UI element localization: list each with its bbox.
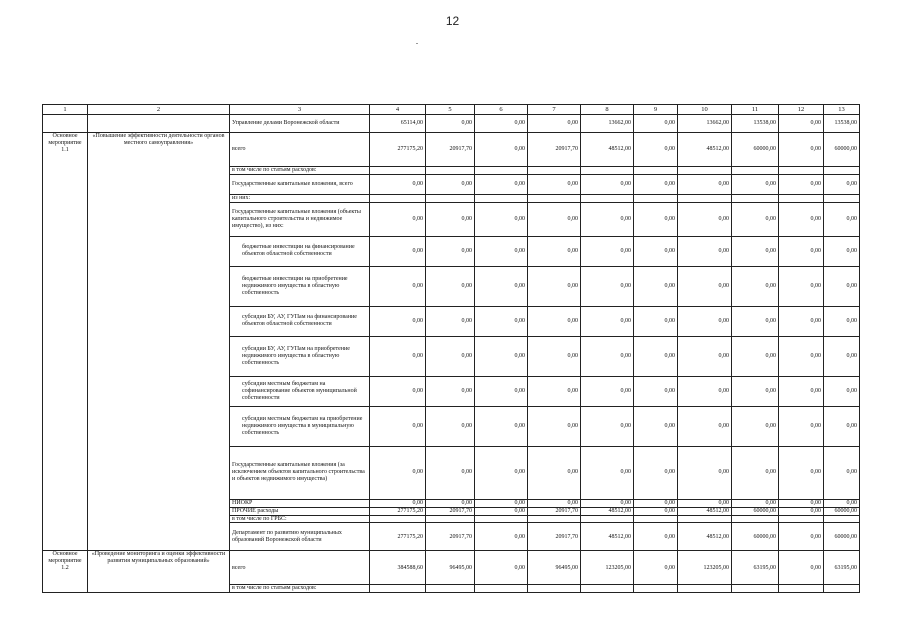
row-label: субсидии БУ, АУ, ГУПам на приобретение недвижимого имущества в областную собственность bbox=[230, 336, 370, 376]
column-number-cell: 8 bbox=[581, 105, 634, 115]
value-cell: 0,00 bbox=[581, 376, 634, 406]
column-number-cell: 13 bbox=[824, 105, 860, 115]
value-cell bbox=[426, 515, 475, 523]
value-cell: 277175,20 bbox=[370, 507, 426, 515]
value-cell: 20917,70 bbox=[528, 133, 581, 167]
value-cell: 0,00 bbox=[581, 236, 634, 266]
scan-speck bbox=[416, 43, 418, 44]
value-cell: 0,00 bbox=[732, 376, 779, 406]
value-cell: 0,00 bbox=[528, 336, 581, 376]
value-cell: 60000,00 bbox=[824, 523, 860, 551]
value-cell bbox=[678, 194, 732, 202]
value-cell: 0,00 bbox=[824, 266, 860, 306]
value-cell: 0,00 bbox=[634, 406, 678, 446]
value-cell: 0,00 bbox=[779, 336, 824, 376]
value-cell bbox=[824, 585, 860, 593]
value-cell: 0,00 bbox=[634, 174, 678, 194]
value-cell: 0,00 bbox=[370, 376, 426, 406]
measure-2-title: «Проведение мониторинга и оценки эффективности развития муниципальных образований» bbox=[88, 551, 230, 593]
value-cell: 60000,00 bbox=[732, 523, 779, 551]
table-row bbox=[43, 551, 860, 585]
value-cell: 0,00 bbox=[634, 499, 678, 507]
value-cell: 0,00 bbox=[475, 336, 528, 376]
value-cell: 0,00 bbox=[634, 446, 678, 499]
value-cell bbox=[528, 585, 581, 593]
table-row bbox=[43, 133, 860, 167]
measure-1-label: Основное мероприятие 1.1 bbox=[43, 133, 88, 551]
column-number-cell: 10 bbox=[678, 105, 732, 115]
value-cell: 0,00 bbox=[426, 376, 475, 406]
row-label: Государственные капитальные вложения (за исключением объектов капитального строительства и объектов недвижимого имущества) bbox=[230, 446, 370, 499]
value-cell bbox=[370, 167, 426, 175]
value-cell bbox=[426, 167, 475, 175]
value-cell bbox=[732, 167, 779, 175]
row-label: в том числе по статьям расходов: bbox=[230, 585, 370, 593]
value-cell: 0,00 bbox=[732, 174, 779, 194]
row-label: Управление делами Воронежской области bbox=[230, 115, 370, 133]
value-cell bbox=[779, 167, 824, 175]
row-label: субсидии БУ, АУ, ГУПам на финансирование объектов областной собственности bbox=[230, 306, 370, 336]
value-cell: 0,00 bbox=[528, 499, 581, 507]
value-cell: 0,00 bbox=[634, 133, 678, 167]
value-cell: 384588,60 bbox=[370, 551, 426, 585]
value-cell bbox=[426, 585, 475, 593]
value-cell: 0,00 bbox=[779, 266, 824, 306]
value-cell: 123205,00 bbox=[678, 551, 732, 585]
value-cell: 0,00 bbox=[528, 236, 581, 266]
value-cell bbox=[732, 194, 779, 202]
value-cell: 0,00 bbox=[732, 406, 779, 446]
value-cell: 13662,00 bbox=[581, 115, 634, 133]
value-cell: 0,00 bbox=[678, 202, 732, 236]
value-cell: 0,00 bbox=[581, 174, 634, 194]
value-cell: 0,00 bbox=[779, 446, 824, 499]
value-cell: 0,00 bbox=[370, 174, 426, 194]
value-cell: 0,00 bbox=[426, 336, 475, 376]
value-cell: 0,00 bbox=[426, 266, 475, 306]
value-cell bbox=[528, 194, 581, 202]
value-cell: 0,00 bbox=[581, 499, 634, 507]
row-label: всего bbox=[230, 551, 370, 585]
value-cell: 48512,00 bbox=[581, 507, 634, 515]
value-cell bbox=[824, 167, 860, 175]
value-cell: 0,00 bbox=[475, 446, 528, 499]
measure-1-title: «Повышение эффективности деятельности органов местного самоуправления» bbox=[88, 133, 230, 551]
value-cell: 0,00 bbox=[634, 266, 678, 306]
value-cell: 0,00 bbox=[370, 202, 426, 236]
value-cell: 0,00 bbox=[475, 115, 528, 133]
value-cell: 0,00 bbox=[581, 266, 634, 306]
value-cell: 0,00 bbox=[370, 306, 426, 336]
value-cell: 20917,70 bbox=[426, 507, 475, 515]
value-cell bbox=[634, 515, 678, 523]
value-cell: 0,00 bbox=[370, 499, 426, 507]
value-cell bbox=[370, 515, 426, 523]
value-cell: 0,00 bbox=[779, 551, 824, 585]
value-cell: 0,00 bbox=[475, 499, 528, 507]
row-label: Государственные капитальные вложения, всего bbox=[230, 174, 370, 194]
value-cell: 0,00 bbox=[475, 266, 528, 306]
value-cell: 0,00 bbox=[370, 336, 426, 376]
budget-table bbox=[42, 104, 860, 593]
value-cell: 0,00 bbox=[824, 336, 860, 376]
value-cell bbox=[581, 585, 634, 593]
row-label: субсидии местным бюджетам на приобретение недвижимого имущества в муниципальную собственность bbox=[230, 406, 370, 446]
value-cell: 0,00 bbox=[634, 306, 678, 336]
value-cell: 0,00 bbox=[528, 174, 581, 194]
value-cell: 0,00 bbox=[678, 306, 732, 336]
value-cell: 0,00 bbox=[475, 174, 528, 194]
value-cell bbox=[634, 585, 678, 593]
value-cell: 123205,00 bbox=[581, 551, 634, 585]
value-cell: 0,00 bbox=[732, 306, 779, 336]
value-cell: 20917,70 bbox=[426, 523, 475, 551]
value-cell: 0,00 bbox=[779, 406, 824, 446]
value-cell: 60000,00 bbox=[824, 507, 860, 515]
value-cell: 0,00 bbox=[475, 376, 528, 406]
column-number-cell: 12 bbox=[779, 105, 824, 115]
value-cell: 0,00 bbox=[678, 236, 732, 266]
value-cell: 0,00 bbox=[528, 266, 581, 306]
value-cell: 0,00 bbox=[678, 336, 732, 376]
value-cell: 0,00 bbox=[426, 115, 475, 133]
value-cell: 277175,20 bbox=[370, 523, 426, 551]
value-cell: 0,00 bbox=[824, 406, 860, 446]
value-cell: 0,00 bbox=[528, 115, 581, 133]
row-label: НИОКР bbox=[230, 499, 370, 507]
value-cell bbox=[426, 194, 475, 202]
column-number-cell: 7 bbox=[528, 105, 581, 115]
value-cell: 0,00 bbox=[634, 236, 678, 266]
value-cell: 13538,00 bbox=[824, 115, 860, 133]
value-cell bbox=[370, 585, 426, 593]
value-cell: 0,00 bbox=[678, 174, 732, 194]
value-cell: 0,00 bbox=[528, 202, 581, 236]
value-cell: 0,00 bbox=[824, 174, 860, 194]
value-cell: 60000,00 bbox=[732, 507, 779, 515]
value-cell bbox=[581, 194, 634, 202]
column-number-cell: 6 bbox=[475, 105, 528, 115]
value-cell: 0,00 bbox=[634, 507, 678, 515]
value-cell: 0,00 bbox=[370, 406, 426, 446]
value-cell: 0,00 bbox=[426, 202, 475, 236]
row-label: всего bbox=[230, 133, 370, 167]
value-cell: 0,00 bbox=[732, 499, 779, 507]
value-cell: 0,00 bbox=[581, 446, 634, 499]
value-cell: 0,00 bbox=[426, 236, 475, 266]
value-cell: 0,00 bbox=[426, 499, 475, 507]
value-cell: 0,00 bbox=[581, 406, 634, 446]
value-cell: 0,00 bbox=[678, 266, 732, 306]
value-cell: 13662,00 bbox=[678, 115, 732, 133]
value-cell: 0,00 bbox=[824, 376, 860, 406]
value-cell bbox=[779, 585, 824, 593]
row-label: бюджетные инвестиции на финансирование объектов областной собственности bbox=[230, 236, 370, 266]
value-cell: 0,00 bbox=[426, 446, 475, 499]
value-cell: 0,00 bbox=[824, 446, 860, 499]
value-cell bbox=[779, 515, 824, 523]
value-cell: 0,00 bbox=[779, 306, 824, 336]
row-label: в том числе по статьям расходов: bbox=[230, 167, 370, 175]
value-cell: 48512,00 bbox=[678, 133, 732, 167]
value-cell bbox=[528, 167, 581, 175]
value-cell: 20917,70 bbox=[528, 523, 581, 551]
value-cell: 0,00 bbox=[779, 133, 824, 167]
value-cell: 0,00 bbox=[475, 236, 528, 266]
value-cell: 96495,00 bbox=[528, 551, 581, 585]
value-cell: 0,00 bbox=[370, 236, 426, 266]
value-cell: 0,00 bbox=[370, 266, 426, 306]
column-number-row bbox=[43, 105, 860, 115]
column-number-cell: 1 bbox=[43, 105, 88, 115]
value-cell: 0,00 bbox=[475, 507, 528, 515]
value-cell: 48512,00 bbox=[581, 523, 634, 551]
page-number: 12 bbox=[445, 14, 460, 28]
empty-cell bbox=[43, 115, 88, 133]
value-cell: 0,00 bbox=[678, 376, 732, 406]
value-cell: 60000,00 bbox=[732, 133, 779, 167]
value-cell: 0,00 bbox=[779, 507, 824, 515]
value-cell: 0,00 bbox=[779, 202, 824, 236]
value-cell: 0,00 bbox=[426, 306, 475, 336]
value-cell: 0,00 bbox=[678, 446, 732, 499]
value-cell: 0,00 bbox=[779, 236, 824, 266]
value-cell: 0,00 bbox=[426, 174, 475, 194]
value-cell: 0,00 bbox=[475, 133, 528, 167]
value-cell: 0,00 bbox=[634, 202, 678, 236]
value-cell: 0,00 bbox=[528, 376, 581, 406]
value-cell: 48512,00 bbox=[678, 507, 732, 515]
value-cell: 48512,00 bbox=[678, 523, 732, 551]
row-label: из них: bbox=[230, 194, 370, 202]
value-cell: 0,00 bbox=[678, 406, 732, 446]
value-cell: 0,00 bbox=[528, 406, 581, 446]
row-label: ПРОЧИЕ расходы bbox=[230, 507, 370, 515]
value-cell bbox=[475, 585, 528, 593]
value-cell: 65114,00 bbox=[370, 115, 426, 133]
value-cell: 0,00 bbox=[528, 306, 581, 336]
value-cell: 0,00 bbox=[732, 336, 779, 376]
value-cell: 0,00 bbox=[475, 523, 528, 551]
value-cell: 48512,00 bbox=[581, 133, 634, 167]
value-cell: 0,00 bbox=[678, 499, 732, 507]
row-label: бюджетные инвестиции на приобретение недвижимого имущества в областную собственность bbox=[230, 266, 370, 306]
value-cell bbox=[528, 515, 581, 523]
value-cell: 0,00 bbox=[824, 306, 860, 336]
value-cell: 0,00 bbox=[732, 446, 779, 499]
value-cell bbox=[634, 194, 678, 202]
value-cell bbox=[678, 515, 732, 523]
value-cell: 0,00 bbox=[370, 446, 426, 499]
value-cell: 20917,70 bbox=[528, 507, 581, 515]
column-number-cell: 5 bbox=[426, 105, 475, 115]
value-cell bbox=[475, 194, 528, 202]
column-number-cell: 9 bbox=[634, 105, 678, 115]
value-cell: 63195,00 bbox=[824, 551, 860, 585]
value-cell: 0,00 bbox=[732, 266, 779, 306]
value-cell: 60000,00 bbox=[824, 133, 860, 167]
value-cell bbox=[581, 515, 634, 523]
value-cell: 0,00 bbox=[732, 236, 779, 266]
value-cell: 0,00 bbox=[634, 523, 678, 551]
value-cell: 0,00 bbox=[779, 115, 824, 133]
column-number-cell: 3 bbox=[230, 105, 370, 115]
row-label: Департамент по развитию муниципальных образований Воронежской области bbox=[230, 523, 370, 551]
value-cell: 0,00 bbox=[475, 202, 528, 236]
value-cell: 0,00 bbox=[528, 446, 581, 499]
value-cell: 0,00 bbox=[824, 499, 860, 507]
column-number-cell: 11 bbox=[732, 105, 779, 115]
value-cell: 0,00 bbox=[475, 551, 528, 585]
row-label: Государственные капитальные вложения (объекты капитального строительства и недвижимое имущество), из них: bbox=[230, 202, 370, 236]
value-cell: 0,00 bbox=[779, 376, 824, 406]
value-cell bbox=[678, 585, 732, 593]
value-cell: 0,00 bbox=[779, 174, 824, 194]
value-cell: 0,00 bbox=[475, 406, 528, 446]
value-cell bbox=[732, 515, 779, 523]
measure-2-label: Основное мероприятие 1.2 bbox=[43, 551, 88, 593]
empty-cell bbox=[88, 115, 230, 133]
value-cell: 0,00 bbox=[581, 202, 634, 236]
value-cell: 0,00 bbox=[581, 306, 634, 336]
value-cell: 0,00 bbox=[426, 406, 475, 446]
value-cell bbox=[475, 167, 528, 175]
value-cell bbox=[634, 167, 678, 175]
value-cell: 0,00 bbox=[634, 115, 678, 133]
value-cell: 277175,20 bbox=[370, 133, 426, 167]
value-cell: 20917,70 bbox=[426, 133, 475, 167]
value-cell bbox=[824, 194, 860, 202]
table-row bbox=[43, 115, 860, 133]
value-cell: 0,00 bbox=[634, 551, 678, 585]
column-number-cell: 4 bbox=[370, 105, 426, 115]
column-number-cell: 2 bbox=[88, 105, 230, 115]
value-cell bbox=[581, 167, 634, 175]
value-cell: 0,00 bbox=[581, 336, 634, 376]
value-cell bbox=[678, 167, 732, 175]
value-cell: 0,00 bbox=[824, 202, 860, 236]
value-cell: 0,00 bbox=[779, 523, 824, 551]
value-cell: 96495,00 bbox=[426, 551, 475, 585]
value-cell: 63195,00 bbox=[732, 551, 779, 585]
value-cell: 0,00 bbox=[634, 376, 678, 406]
value-cell bbox=[475, 515, 528, 523]
value-cell: 0,00 bbox=[779, 499, 824, 507]
value-cell: 0,00 bbox=[824, 236, 860, 266]
value-cell: 0,00 bbox=[634, 336, 678, 376]
value-cell bbox=[370, 194, 426, 202]
value-cell: 0,00 bbox=[732, 202, 779, 236]
value-cell bbox=[779, 194, 824, 202]
row-label: субсидии местным бюджетам на софинансирование объектов муниципальной собственности bbox=[230, 376, 370, 406]
row-label: в том числе по ГРБС: bbox=[230, 515, 370, 523]
value-cell bbox=[732, 585, 779, 593]
value-cell: 13538,00 bbox=[732, 115, 779, 133]
value-cell: 0,00 bbox=[475, 306, 528, 336]
value-cell bbox=[824, 515, 860, 523]
